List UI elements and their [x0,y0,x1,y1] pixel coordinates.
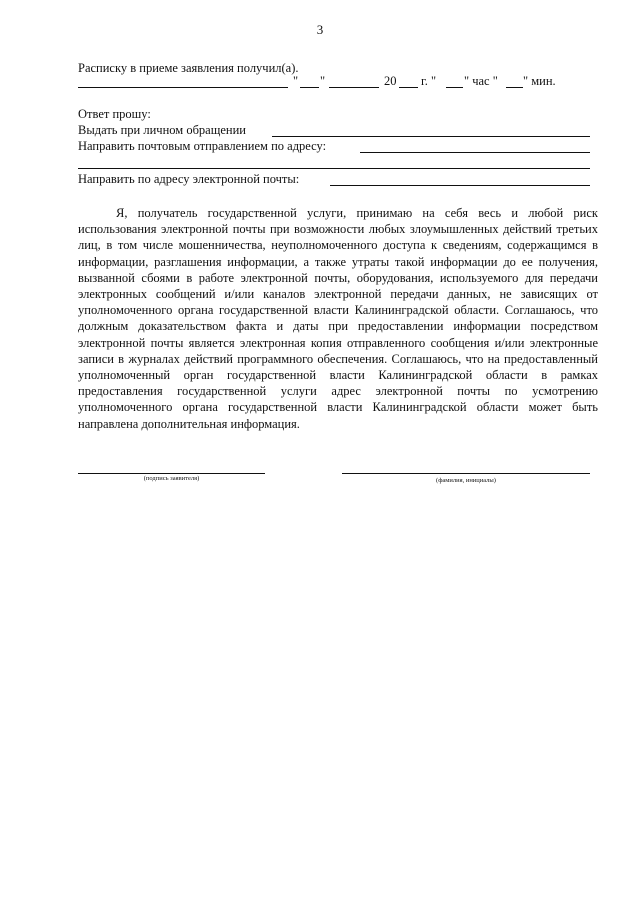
answer-heading: Ответ прошу: [78,107,151,121]
date-day-open-quote: " [293,74,299,88]
name-initials-line[interactable] [342,473,590,474]
in-person-label: Выдать при личном обращении [78,123,246,137]
time-minute-label: " мин. [523,74,556,88]
time-hour-label: " час " [464,74,498,88]
by-mail-label: Направить почтовым отправлением по адресу: [78,139,327,153]
in-person-field[interactable] [272,136,590,137]
applicant-signature-line[interactable] [78,473,265,474]
date-year-suffix: г. " [421,74,437,88]
email-address-field[interactable] [330,185,590,186]
date-year-prefix: 20 [384,74,397,88]
receipt-title: Расписку в приеме заявления получил(а). [78,61,299,75]
mail-address-field[interactable] [360,152,590,153]
time-minute-blank[interactable] [506,87,523,88]
date-day-close-quote: " [320,74,326,88]
date-month-blank[interactable] [329,87,379,88]
by-email-label: Направить по адресу электронной почты: [78,172,300,186]
mail-address-field-line2[interactable] [78,168,590,169]
applicant-signature-caption: (подпись заявителя) [143,475,200,482]
time-hour-blank[interactable] [446,87,463,88]
receiver-name-blank[interactable] [78,87,288,88]
page-number: 3 [316,22,324,37]
date-day-blank[interactable] [300,87,319,88]
name-initials-caption: (фамилия, инициалы) [436,477,496,484]
consent-paragraph: Я, получатель государственной услуги, принимаю на себя весь и любой риск использования электронной почты при возможности любых злоумышленных действий третьих лиц, в том числе мошенничества, неуполномоченного доступа к сведениям, содержащимся в информации, разглашения информации, а также утраты такой информации до ее получения, вызванной сбоями в работе электронной почты, оборудования, используемого для передачи электронных сообщений и/или каналов электронной передачи данных, не зависящих от уполномоченного органа государственной власти Калининградской области. Соглашаюсь, что должным доказательством факта и даты при предоставлении информации посредством электронной почты является электронная копия отправленного сообщения и/или электронные записи в журналах действий программного обеспечения. Соглашаюсь, что на предоставленный уполномоченный орган государственной власти Калининградской области в рамках предоставления государственной услуги адрес электронной почты по усмотрению уполномоченного органа государственной власти Калининградской области может быть направлена дополнительная информация. [78,206,598,431]
date-year-blank[interactable] [399,87,418,88]
